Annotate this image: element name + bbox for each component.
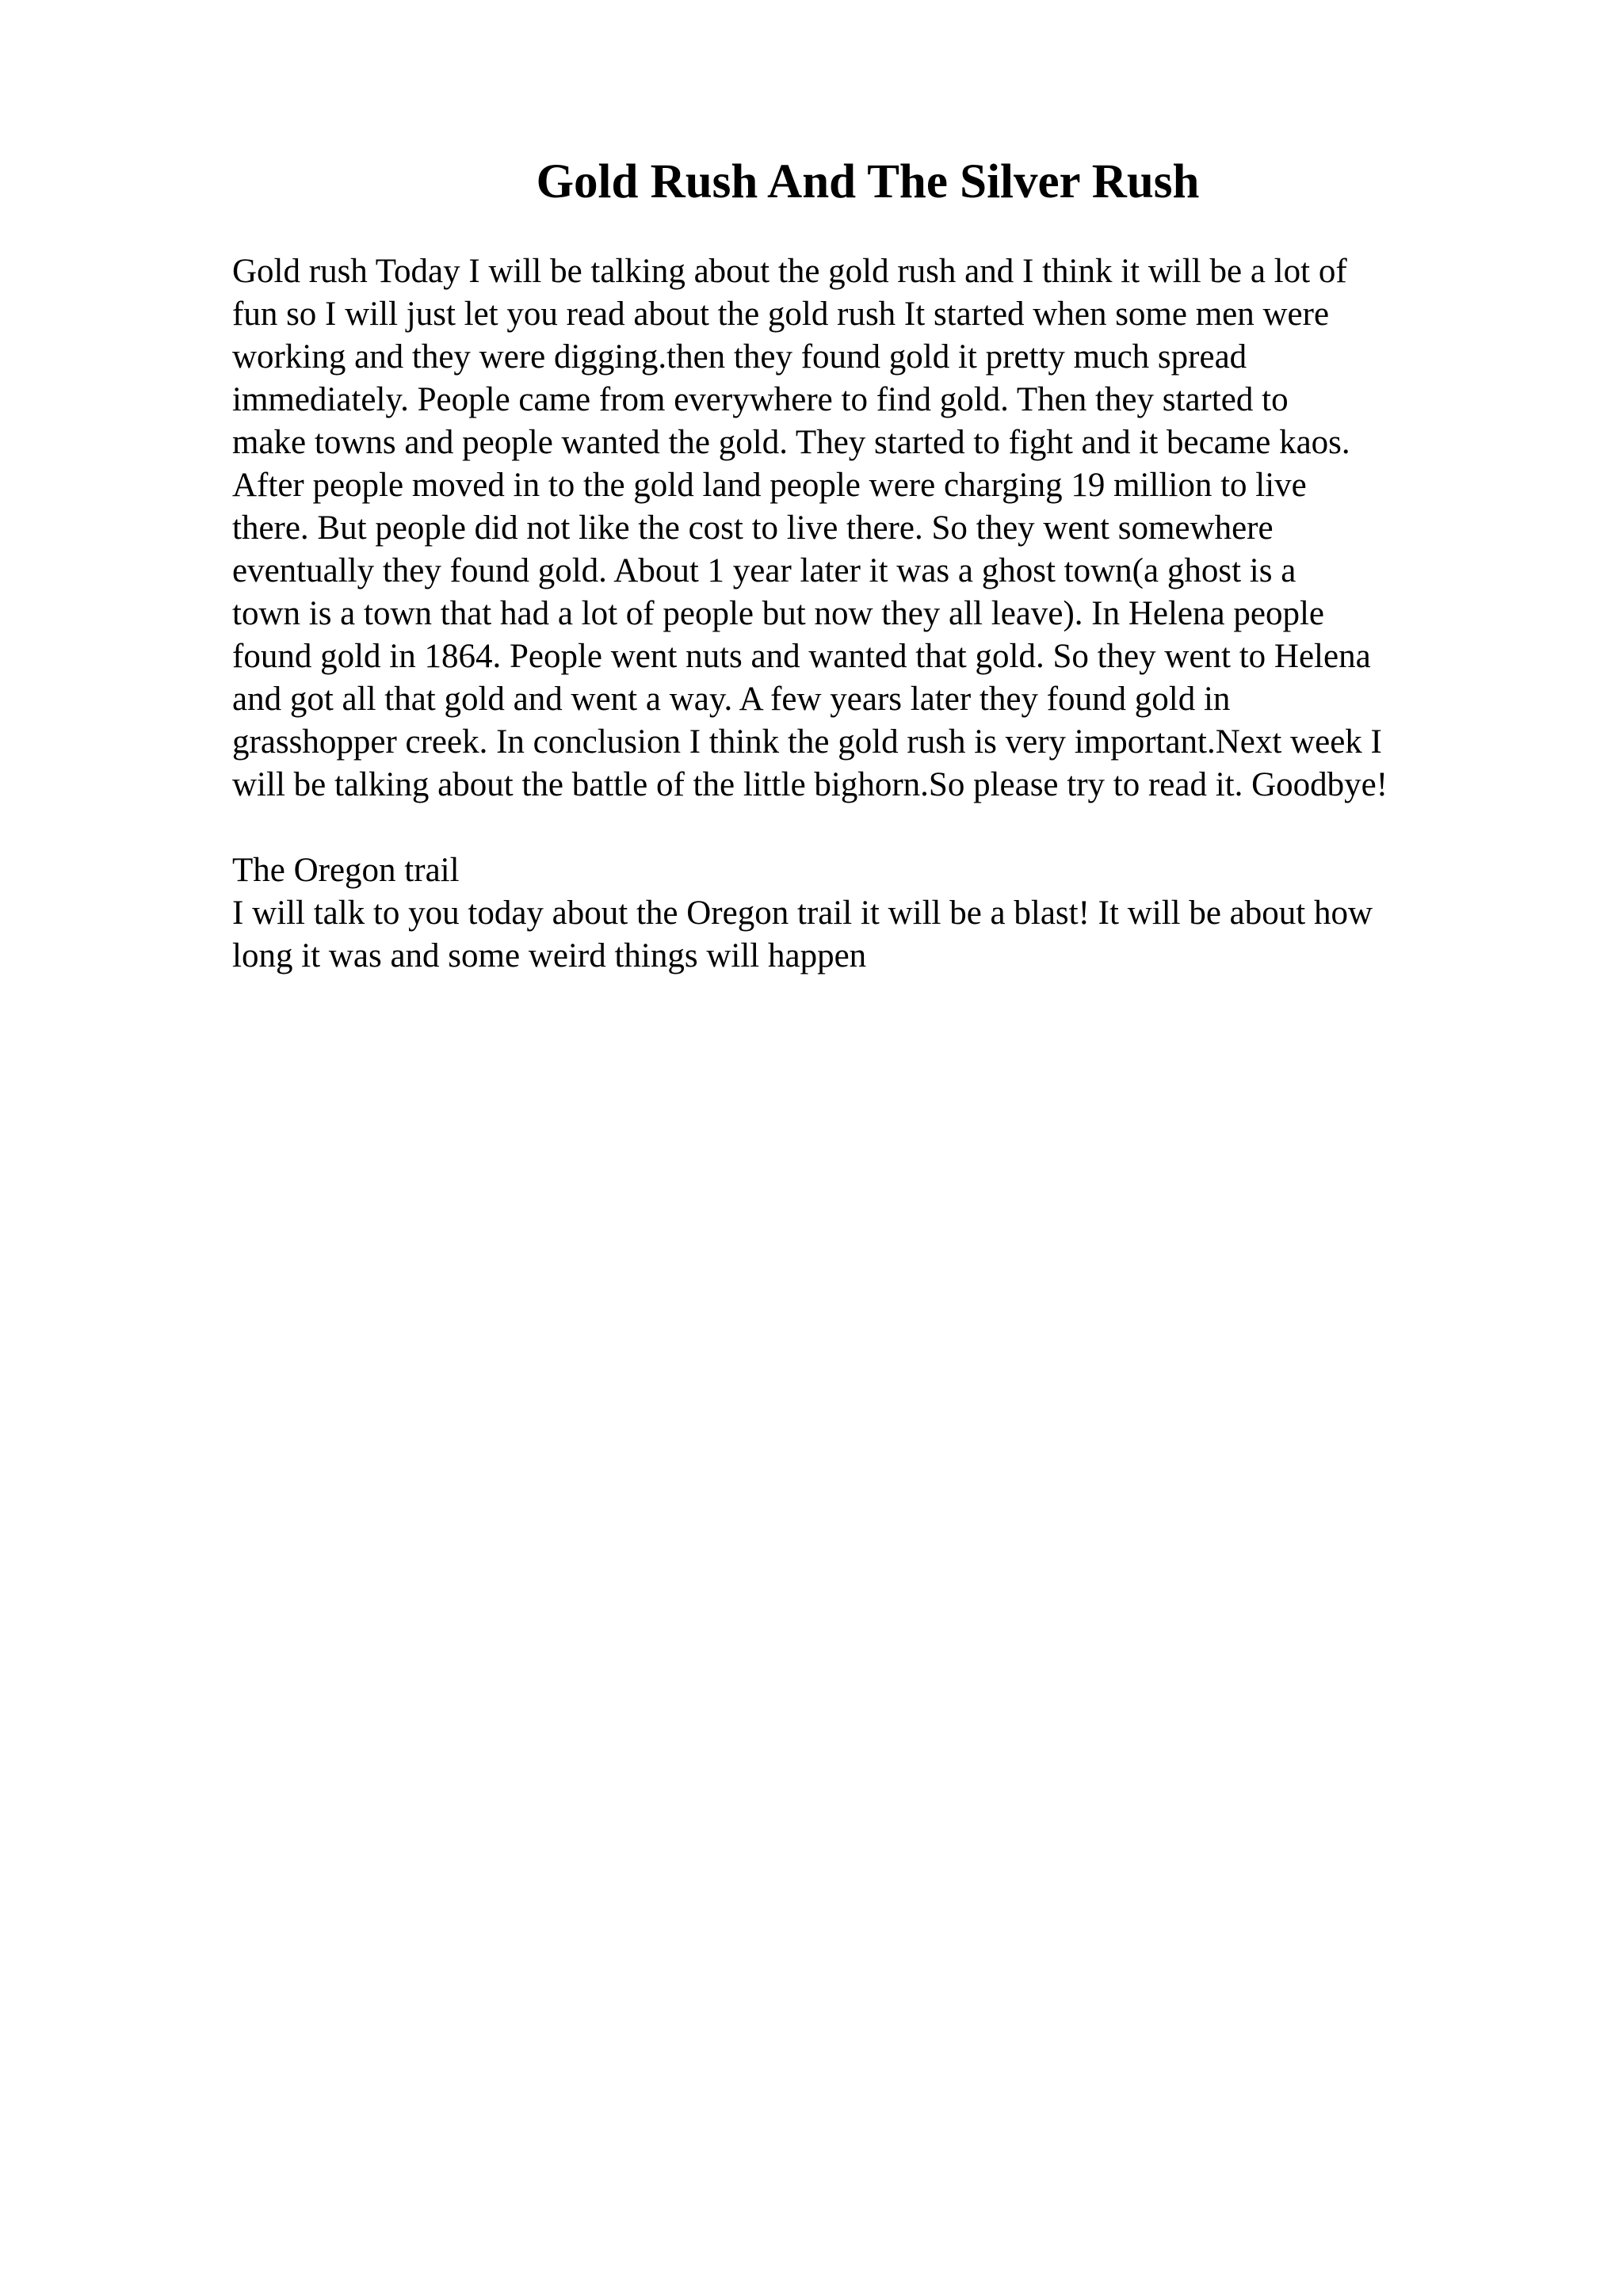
paragraph-1-line: and got all that gold and went a way. A few years later they found gold in (232, 681, 1231, 718)
paragraph-1-line: Gold rush Today I will be talking about the gold rush and I think it will be a lot of (232, 253, 1347, 290)
paragraph-1-line: there. But people did not like the cost to live there. So they went somewhere (232, 509, 1274, 547)
paragraph-1-line: found gold in 1864. People went nuts and wanted that gold. So they went to Helena (232, 638, 1371, 675)
paragraph-2-line: long it was and some weird things will happen (232, 937, 867, 974)
paragraph-1-line: immediately. People came from everywhere to find gold. Then they started to (232, 381, 1289, 418)
paragraph-1-line: fun so I will just let you read about the gold rush It started when some men were (232, 296, 1330, 333)
paragraph-1-line: town is a town that had a lot of people but now they all leave). In Helena people (232, 595, 1324, 632)
paragraph-1-line: make towns and people wanted the gold. They started to fight and it became kaos. (232, 424, 1350, 461)
paragraph-1-line: grasshopper creek. In conclusion I think the gold rush is very important.Next week I (232, 723, 1382, 761)
paragraph-1-line: After people moved in to the gold land people were charging 19 million to live (232, 467, 1307, 504)
paragraph-2-line: I will talk to you today about the Oregon trail it will be a blast! It will be about how (232, 894, 1373, 932)
section-2-heading: The Oregon trail (232, 852, 460, 889)
paragraph-1-line: will be talking about the battle of the little bighorn.So please try to read it. Goodbye! (232, 766, 1388, 803)
paragraph-1-line: eventually they found gold. About 1 year later it was a ghost town(a ghost is a (232, 552, 1296, 589)
paragraph-1-line: working and they were digging.then they found gold it pretty much spread (232, 338, 1247, 376)
document-title: Gold Rush And The Silver Rush (536, 155, 1200, 208)
